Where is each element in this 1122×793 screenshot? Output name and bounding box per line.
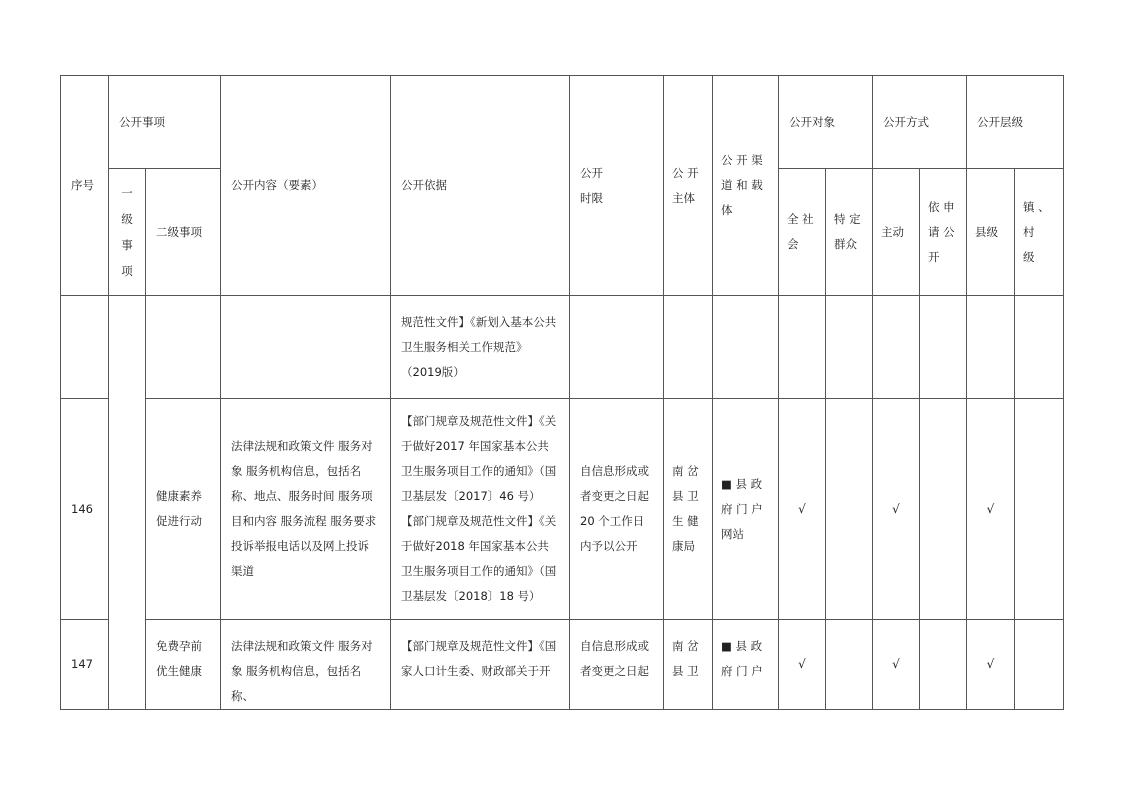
header-basis: 公开依据 (391, 76, 570, 296)
row-county (967, 296, 1015, 399)
row-content: 法律法规和政策文件 服务对象 服务机构信息，包括名称、地点、服务时间 服务项目和内容 服务流程 服务要求 投诉举报电话以及网上投诉渠道 (221, 399, 391, 620)
header-level-county: 县级 (967, 169, 1015, 296)
header-level: 公开层级 (967, 76, 1064, 169)
header-method-request: 依 申 请 公 开 (920, 169, 967, 296)
row-basis: 规范性文件】《新划入基本公共卫生服务相关工作规范》（2019版） (391, 296, 570, 399)
row-content: 法律法规和政策文件 服务对象 服务机构信息，包括名称、 (221, 620, 391, 710)
row-town (1015, 620, 1064, 710)
header-channel: 公 开 渠 道 和 载 体 (713, 76, 779, 296)
row-town (1015, 399, 1064, 620)
row-basis: 【部门规章及规范性文件】《国家人口计生委、财政部关于开 (391, 620, 570, 710)
header-target: 公开对象 (779, 76, 873, 169)
row-active: √ (873, 620, 920, 710)
header-method-active: 主动 (873, 169, 920, 296)
row-specific (826, 296, 873, 399)
row-request (920, 620, 967, 710)
row-timelimit (570, 296, 664, 399)
row-request (920, 296, 967, 399)
row-level2 (146, 296, 221, 399)
header-target-all: 全 社 会 (779, 169, 826, 296)
row-all (779, 296, 826, 399)
row-active (873, 296, 920, 399)
disclosure-table (60, 75, 1064, 710)
row-seq: 146 (61, 399, 109, 620)
row-specific (826, 399, 873, 620)
row-county: √ (967, 399, 1015, 620)
header-method: 公开方式 (873, 76, 967, 169)
table-row (61, 620, 1064, 710)
header-timelimit: 公开 时限 (570, 76, 664, 296)
table-row (61, 296, 1064, 399)
row-subject: 南 岔 县 卫 生 健 康局 (664, 399, 713, 620)
row-subject (664, 296, 713, 399)
row-timelimit: 自信息形成或者变更之日起 20 个工作日内予以公开 (570, 399, 664, 620)
header-subject: 公 开 主体 (664, 76, 713, 296)
row-request (920, 399, 967, 620)
header-level1: 一 级 事 项 (109, 169, 146, 296)
row-basis: 【部门规章及规范性文件】《关于做好2017 年国家基本公共卫生服务项目工作的通知》（国卫基层发〔2017〕46 号） 【部门规章及规范性文件】《关于做好2018 年国家基本公共卫生服务项目工作的通知》（国卫基层发〔2018〕18 号） (391, 399, 570, 620)
row-all: √ (779, 620, 826, 710)
row-seq: 147 (61, 620, 109, 710)
row-level2: 健康素养促进行动 (146, 399, 221, 620)
header-level2: 二级事项 (146, 169, 221, 296)
row-level1 (109, 296, 146, 710)
row-channel: ■ 县 政 府 门 户 (713, 620, 779, 710)
header-item: 公开事项 (109, 76, 221, 169)
header-content: 公开内容（要素） (221, 76, 391, 296)
row-timelimit: 自信息形成或者变更之日起 (570, 620, 664, 710)
row-subject: 南 岔 县 卫 (664, 620, 713, 710)
row-active: √ (873, 399, 920, 620)
header-seq: 序号 (61, 76, 109, 296)
row-channel (713, 296, 779, 399)
header-level-town: 镇 、 村 级 (1015, 169, 1064, 296)
row-county: √ (967, 620, 1015, 710)
header-target-specific: 特 定 群众 (826, 169, 873, 296)
row-seq (61, 296, 109, 399)
row-channel: ■ 县 政 府 门 户 网站 (713, 399, 779, 620)
table-row (61, 399, 1064, 620)
row-all: √ (779, 399, 826, 620)
row-town (1015, 296, 1064, 399)
row-specific (826, 620, 873, 710)
row-level2: 免费孕前优生健康 (146, 620, 221, 710)
row-content (221, 296, 391, 399)
